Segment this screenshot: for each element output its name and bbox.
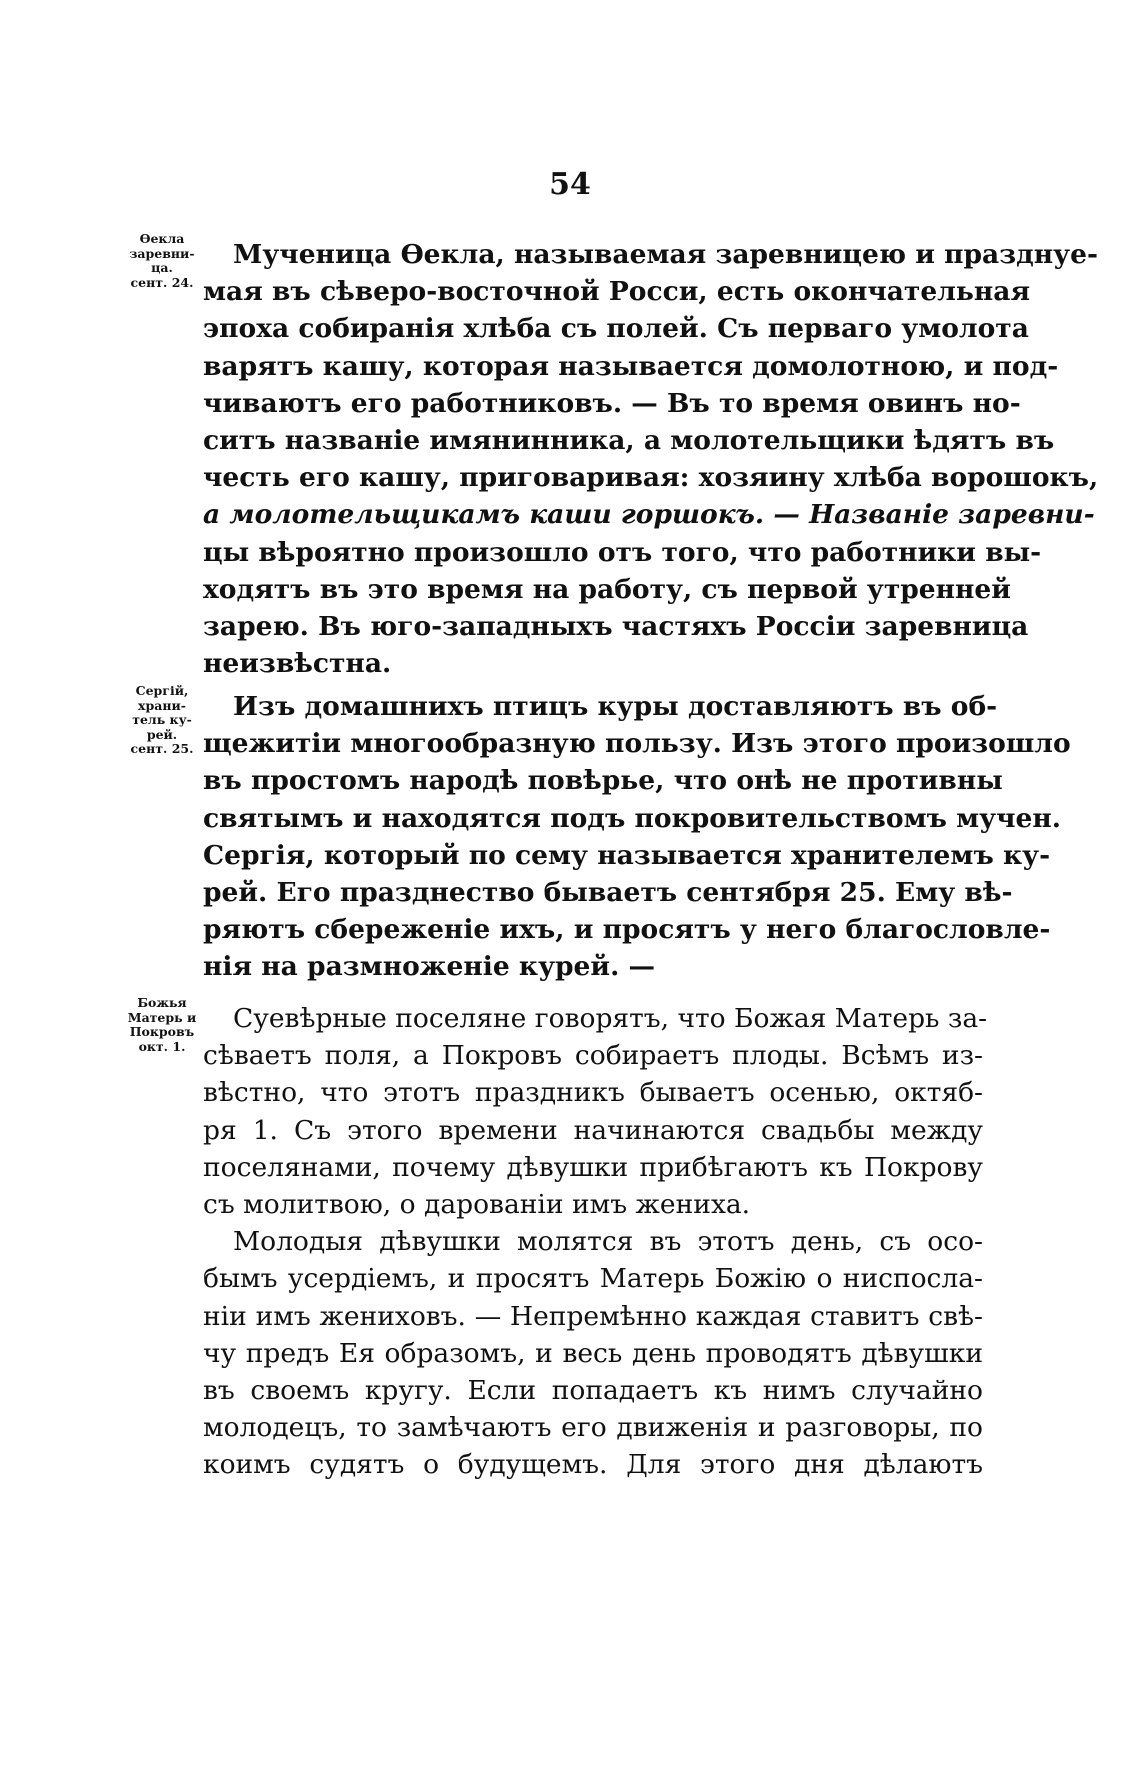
text-line: мая въ сѣверо-восточной Росси, есть окончательная — [203, 276, 1031, 308]
margin-note-line: Өекла — [139, 231, 185, 246]
text-line: ніи имъ жениховъ. — Непремѣнно каждая ставитъ свѣ- — [203, 1300, 983, 1332]
text-line: рей. Его празднество бываетъ сентября 25. Ему вѣ- — [203, 876, 1013, 908]
text-line: Сергія, который по сему называется хранителемъ ку- — [203, 839, 1051, 871]
margin-note-line: тель ку- — [132, 712, 192, 727]
text-line: Суевѣрные поселяне говорятъ, что Божая Матерь за- — [233, 1003, 988, 1034]
margin-note-line: заревни- — [129, 245, 195, 261]
margin-note-line: Божья — [137, 995, 187, 1010]
text-line: ря 1. Съ этого времени начинаются свадьбы между — [203, 1114, 983, 1146]
margin-note — [122, 684, 202, 757]
text-line: святымъ и находятся подъ покровительствомъ мучен. — [203, 802, 1062, 834]
text-line: Изъ домашнихъ птицъ куры доставляютъ въ об- — [233, 691, 998, 722]
text-line: ситъ названіе имянинника, а молотельщики ѣдятъ въ — [203, 424, 1055, 456]
text-line: зарею. Въ юго-западныхъ частяхъ Россіи заревница — [203, 610, 1029, 642]
text-line: варятъ кашу, которая называется домолотною, и под- — [203, 350, 1059, 382]
section-text — [203, 688, 1071, 986]
text-line: бымъ усердіемъ, и просятъ Матерь Божію о ниспосла- — [203, 1263, 983, 1295]
text-line: Мученица Өекла, называемая заревницею и празднуе- — [233, 239, 1098, 270]
page-number: 54 — [549, 167, 591, 202]
text-line: коимъ судятъ о будущемъ. Для этого дня дѣлаютъ — [203, 1449, 983, 1481]
text-line: неизвѣстна. — [203, 648, 392, 680]
section-text — [203, 1000, 988, 1483]
margin-note-line: рей. — [146, 726, 178, 742]
text-line: съ молитвою, о дарованіи имъ жениха. — [203, 1188, 751, 1220]
margin-note — [122, 996, 202, 1054]
text-line: поселянами, почему дѣвушки прибѣгаютъ къ Покрову — [203, 1151, 983, 1183]
margin-note-line: окт. 1. — [138, 1038, 186, 1054]
text-line: нія на размноженіе курей. — — [203, 951, 656, 983]
text-line: цы вѣроятно произошло отъ того, что работники вы- — [203, 536, 1042, 568]
margin-note-line: Матерь и — [127, 1009, 197, 1025]
text-line: эпоха собиранія хлѣба съ полей. Съ перваго умолота — [203, 313, 1029, 345]
margin-note-line: сент. 24. — [130, 274, 194, 290]
text-line: а молотельщикамъ каши горшокъ. — Названіе заревни- — [203, 499, 1095, 531]
text-line: сѣваетъ поля, а Покровъ собираетъ плоды. Всѣмъ из- — [203, 1040, 983, 1072]
text-line: честь его кашу, приговаривая: хозяину хлѣба ворошокъ, — [203, 462, 1099, 494]
section-text — [203, 236, 1099, 682]
margin-note — [122, 232, 202, 290]
text-line: щежитіи многообразную пользу. Изъ этого произошло — [203, 728, 1071, 760]
text-line: вѣстно, что этотъ праздникъ бываетъ осенью, октяб- — [203, 1077, 983, 1109]
text-line: ходятъ въ это время на работу, съ первой утренней — [203, 573, 1011, 605]
margin-note-line: сент. 25. — [130, 741, 194, 756]
text-line: чиваютъ его работниковъ. — Въ то время овинъ но- — [203, 387, 1021, 419]
text-line: Молодыя дѣвушки молятся въ этотъ день, съ осо- — [233, 1226, 983, 1258]
margin-note-line: Покровъ — [129, 1024, 195, 1039]
text-line: чу предъ Ея образомъ, и весь день проводятъ дѣвушки — [203, 1337, 983, 1369]
text-line: въ простомъ народѣ повѣрье, что онѣ не противны — [203, 765, 1003, 797]
margin-note-line: храни- — [138, 697, 186, 713]
text-line: ряютъ сбереженіе ихъ, и просятъ у него благословле- — [203, 914, 1051, 946]
margin-note-line: ца. — [151, 260, 173, 275]
text-line: молодецъ, то замѣчаютъ его движенія и разговоры, по — [203, 1412, 983, 1444]
text-line: въ своемъ кругу. Если попадаетъ къ нимъ случайно — [203, 1374, 983, 1406]
margin-note-line: Сергій, — [135, 683, 189, 698]
